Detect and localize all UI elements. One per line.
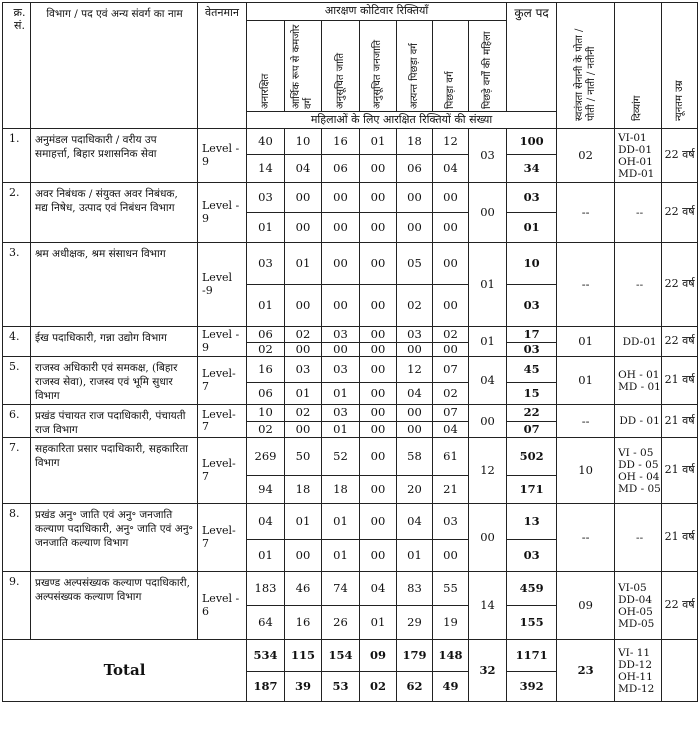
header-sn: क्र. सं. xyxy=(3,3,31,129)
row-women-value: 00 xyxy=(360,540,397,572)
row-value: 07 xyxy=(433,357,469,383)
row-value: 03 xyxy=(322,327,360,343)
disability-item: VI-01 xyxy=(618,131,647,144)
row-bcw: 00 xyxy=(469,183,507,243)
row-post: प्रखण्ड अल्पसंख्यक कल्याण पदाधिकारी, अल्पसंख्यक कल्याण विभाग xyxy=(31,572,198,640)
row-women-value: 00 xyxy=(360,476,397,504)
total-women-value: 49 xyxy=(433,672,469,702)
row-value: 12 xyxy=(433,129,469,155)
row-women-value: 04 xyxy=(397,383,433,405)
row-bcw: 14 xyxy=(469,572,507,640)
row-value: 10 xyxy=(285,129,322,155)
row-women-value: 00 xyxy=(433,213,469,243)
row-value: 55 xyxy=(433,572,469,606)
row-value: 00 xyxy=(322,183,360,213)
row-disability xyxy=(615,183,662,243)
row-total: 17 xyxy=(507,327,557,343)
row-women-value: 00 xyxy=(285,421,322,438)
row-women-value: 04 xyxy=(433,155,469,183)
row-value: 10 xyxy=(247,405,285,422)
row-value: 183 xyxy=(247,572,285,606)
row-value: 00 xyxy=(360,405,397,422)
row-women-value: 18 xyxy=(322,476,360,504)
disability-item: DD-12 xyxy=(618,658,653,671)
total-women-total: 392 xyxy=(507,672,557,702)
row-value: 00 xyxy=(397,405,433,422)
table-row xyxy=(3,357,698,383)
disability-item: MD-01 xyxy=(618,167,655,180)
row-value: 03 xyxy=(322,357,360,383)
disability-item: MD-12 xyxy=(618,682,655,695)
row-disability xyxy=(615,438,662,504)
row-min-age: 22 वर्ष xyxy=(662,572,698,640)
row-sn: 7. xyxy=(3,438,31,504)
row-women-value: 00 xyxy=(433,285,469,327)
row-value: 00 xyxy=(433,183,469,213)
row-women-value: 00 xyxy=(360,285,397,327)
row-pay: Level - 6 xyxy=(198,572,247,640)
row-total: 22 xyxy=(507,405,557,422)
row-total: 13 xyxy=(507,504,557,540)
row-value: 00 xyxy=(360,243,397,285)
row-min-age: 22 वर्ष xyxy=(662,183,698,243)
row-min-age: 22 वर्ष xyxy=(662,129,698,183)
row-sn: 2. xyxy=(3,183,31,243)
row-value: 07 xyxy=(433,405,469,422)
row-value: 02 xyxy=(285,327,322,343)
total-total: 1171 xyxy=(507,640,557,672)
row-women-value: 00 xyxy=(285,343,322,357)
row-value: 00 xyxy=(285,183,322,213)
row-women-total: 03 xyxy=(507,540,557,572)
row-value: 74 xyxy=(322,572,360,606)
row-women-value: 94 xyxy=(247,476,285,504)
row-women-value: 64 xyxy=(247,606,285,640)
row-value: 40 xyxy=(247,129,285,155)
row-total: 100 xyxy=(507,129,557,155)
row-value: 01 xyxy=(360,129,397,155)
row-women-value: 20 xyxy=(397,476,433,504)
row-min-age: 22 वर्ष xyxy=(662,327,698,357)
row-value: 00 xyxy=(360,327,397,343)
row-freedom: -- xyxy=(557,405,615,438)
row-value: 16 xyxy=(247,357,285,383)
row-value: 16 xyxy=(322,129,360,155)
row-women-value: 18 xyxy=(285,476,322,504)
row-women-value: 02 xyxy=(247,421,285,438)
header-cat-ebc: अत्यन्त पिछड़ा वर्ग xyxy=(397,21,433,112)
row-value: 03 xyxy=(397,327,433,343)
table-row xyxy=(3,183,698,213)
row-women-value: 01 xyxy=(247,285,285,327)
total-disability xyxy=(615,640,662,702)
row-freedom: 09 xyxy=(557,572,615,640)
row-value: 03 xyxy=(433,504,469,540)
row-value: 01 xyxy=(285,243,322,285)
header-cat-st: अनुसूचित जनजाति xyxy=(360,21,397,112)
row-min-age: 21 वर्ष xyxy=(662,405,698,438)
row-value: 83 xyxy=(397,572,433,606)
row-women-value: 21 xyxy=(433,476,469,504)
row-value: 18 xyxy=(397,129,433,155)
header-pay: वेतनमान xyxy=(198,3,247,129)
total-freedom: 23 xyxy=(557,640,615,702)
header-women-note: महिलाओं के लिए आरक्षित रिक्तियों की संख्या xyxy=(247,112,557,129)
row-sn: 8. xyxy=(3,504,31,572)
row-disability xyxy=(615,243,662,327)
row-disability xyxy=(615,327,662,357)
header-reservation: आरक्षण कोटिवार रिक्तियाँ xyxy=(247,3,507,21)
disability-item: DD - 05 xyxy=(618,458,659,471)
row-freedom: 02 xyxy=(557,129,615,183)
row-value: 03 xyxy=(247,183,285,213)
header-cat-bcw: पिछड़े वर्गों की महिला xyxy=(469,21,507,112)
row-post: श्रम अधीक्षक, श्रम संसाधन विभाग xyxy=(31,243,198,327)
row-sn: 9. xyxy=(3,572,31,640)
row-women-total: 171 xyxy=(507,476,557,504)
row-women-value: 00 xyxy=(397,343,433,357)
row-value: 04 xyxy=(360,572,397,606)
row-min-age: 22 वर्ष xyxy=(662,243,698,327)
row-value: 00 xyxy=(360,438,397,476)
row-women-value: 00 xyxy=(360,213,397,243)
row-value: 00 xyxy=(322,243,360,285)
disability-item: DD-04 xyxy=(618,593,653,606)
row-women-value: 00 xyxy=(360,383,397,405)
table-row xyxy=(3,438,698,476)
total-row xyxy=(3,640,698,672)
row-women-value: 01 xyxy=(285,383,322,405)
header-freedom: स्वतंत्रता सेनानी के पोता / पोती / नाती / नतीनी xyxy=(557,3,615,129)
total-value: 115 xyxy=(285,640,322,672)
row-women-value: 00 xyxy=(360,343,397,357)
row-women-total: 15 xyxy=(507,383,557,405)
row-women-value: 01 xyxy=(360,606,397,640)
disability-item: DD - 01 xyxy=(619,415,660,428)
row-disability xyxy=(615,357,662,405)
total-value: 154 xyxy=(322,640,360,672)
disability-item: OH - 04 xyxy=(618,470,660,483)
disability-item: OH - 01 xyxy=(618,368,660,381)
row-women-total: 34 xyxy=(507,155,557,183)
table-row xyxy=(3,243,698,285)
total-value: 09 xyxy=(360,640,397,672)
row-women-value: 00 xyxy=(322,213,360,243)
row-value: 58 xyxy=(397,438,433,476)
row-women-value: 01 xyxy=(322,421,360,438)
row-women-value: 00 xyxy=(360,155,397,183)
row-pay: Level- 7 xyxy=(198,504,247,572)
row-women-value: 02 xyxy=(433,383,469,405)
row-women-total: 155 xyxy=(507,606,557,640)
row-pay: Level - 9 xyxy=(198,129,247,183)
total-women-value: 39 xyxy=(285,672,322,702)
row-pay: Level- 7 xyxy=(198,405,247,438)
disability-item: DD-01 xyxy=(618,143,653,156)
disability-item: -- xyxy=(636,531,644,544)
table-row xyxy=(3,129,698,155)
row-women-value: 01 xyxy=(247,213,285,243)
row-women-value: 00 xyxy=(285,540,322,572)
total-label: Total xyxy=(3,640,247,702)
row-women-value: 00 xyxy=(397,421,433,438)
row-freedom: 01 xyxy=(557,357,615,405)
row-bcw: 01 xyxy=(469,327,507,357)
row-disability xyxy=(615,504,662,572)
row-value: 50 xyxy=(285,438,322,476)
row-sn: 3. xyxy=(3,243,31,327)
row-sn: 1. xyxy=(3,129,31,183)
row-total: 03 xyxy=(507,183,557,213)
row-post: सहकारिता प्रसार पदाधिकारी, सहकारिता विभाग xyxy=(31,438,198,504)
row-value: 269 xyxy=(247,438,285,476)
row-women-value: 00 xyxy=(433,343,469,357)
disability-item: OH-01 xyxy=(618,155,653,168)
row-value: 00 xyxy=(397,183,433,213)
row-total: 10 xyxy=(507,243,557,285)
row-bcw: 03 xyxy=(469,129,507,183)
disability-item: MD - 05 xyxy=(618,482,661,495)
row-women-value: 26 xyxy=(322,606,360,640)
row-women-value: 16 xyxy=(285,606,322,640)
row-bcw: 00 xyxy=(469,405,507,438)
row-bcw: 01 xyxy=(469,243,507,327)
table-row xyxy=(3,504,698,540)
total-value: 534 xyxy=(247,640,285,672)
row-value: 06 xyxy=(247,327,285,343)
total-min-age xyxy=(662,640,698,702)
table-row xyxy=(3,327,698,343)
row-women-value: 29 xyxy=(397,606,433,640)
row-sn: 6. xyxy=(3,405,31,438)
header-disability: दिव्यांग xyxy=(615,3,662,129)
row-pay: Level- 7 xyxy=(198,357,247,405)
row-value: 02 xyxy=(433,327,469,343)
row-pay: Level - 9 xyxy=(198,327,247,357)
row-sn: 4. xyxy=(3,327,31,357)
row-value: 03 xyxy=(322,405,360,422)
row-women-value: 14 xyxy=(247,155,285,183)
row-disability xyxy=(615,129,662,183)
row-value: 05 xyxy=(397,243,433,285)
total-value: 148 xyxy=(433,640,469,672)
row-freedom: -- xyxy=(557,243,615,327)
row-disability xyxy=(615,405,662,438)
row-women-value: 04 xyxy=(433,421,469,438)
row-value: 52 xyxy=(322,438,360,476)
header-cat-unreserved: अनारक्षित xyxy=(247,21,285,112)
row-women-value: 00 xyxy=(285,213,322,243)
row-disability xyxy=(615,572,662,640)
row-value: 00 xyxy=(433,243,469,285)
row-women-value: 01 xyxy=(397,540,433,572)
disability-item: MD - 01 xyxy=(618,380,661,393)
header-cat-ews: आर्थिक रूप से कमजोर वर्ग xyxy=(285,21,322,112)
row-value: 04 xyxy=(247,504,285,540)
row-total: 502 xyxy=(507,438,557,476)
vacancy-table xyxy=(2,2,698,702)
disability-item: VI- 11 xyxy=(618,646,651,659)
row-sn: 5. xyxy=(3,357,31,405)
total-women-value: 187 xyxy=(247,672,285,702)
row-post: अनुमंडल पदाधिकारी / वरीय उप समाहर्त्ता, बिहार प्रशासनिक सेवा xyxy=(31,129,198,183)
row-value: 00 xyxy=(360,357,397,383)
table-row xyxy=(3,405,698,422)
disability-item: OH-05 xyxy=(618,605,653,618)
row-women-total: 03 xyxy=(507,343,557,357)
table-row xyxy=(3,572,698,606)
row-post: अवर निबंधक / संयुक्त अवर निबंधक, मद्य निषेध, उत्पाद एवं निबंधन विभाग xyxy=(31,183,198,243)
row-women-value: 00 xyxy=(322,343,360,357)
total-women-value: 53 xyxy=(322,672,360,702)
row-value: 00 xyxy=(360,504,397,540)
row-pay: Level - 9 xyxy=(198,183,247,243)
row-value: 03 xyxy=(247,243,285,285)
row-women-total: 07 xyxy=(507,421,557,438)
row-post: राजस्व अधिकारी एवं समकक्ष, (बिहार राजस्व सेवा), राजस्व एवं भूमि सुधार विभाग xyxy=(31,357,198,405)
row-value: 61 xyxy=(433,438,469,476)
disability-item: DD-01 xyxy=(622,335,657,348)
row-women-value: 00 xyxy=(322,285,360,327)
row-freedom: -- xyxy=(557,183,615,243)
row-women-value: 02 xyxy=(397,285,433,327)
row-value: 46 xyxy=(285,572,322,606)
row-women-total: 03 xyxy=(507,285,557,327)
total-bcw: 32 xyxy=(469,640,507,702)
disability-item: -- xyxy=(636,206,644,219)
disability-item: -- xyxy=(636,278,644,291)
row-women-total: 01 xyxy=(507,213,557,243)
row-women-value: 06 xyxy=(397,155,433,183)
row-women-value: 06 xyxy=(322,155,360,183)
total-value: 179 xyxy=(397,640,433,672)
row-women-value: 00 xyxy=(433,540,469,572)
row-value: 01 xyxy=(322,504,360,540)
header-min-age: न्यूनतम उम्र xyxy=(662,3,698,129)
disability-item: OH-11 xyxy=(618,670,653,683)
header-total-posts: कुल पद xyxy=(507,3,557,112)
row-women-value: 00 xyxy=(360,421,397,438)
row-value: 12 xyxy=(397,357,433,383)
row-freedom: 10 xyxy=(557,438,615,504)
row-bcw: 12 xyxy=(469,438,507,504)
row-bcw: 04 xyxy=(469,357,507,405)
row-women-value: 04 xyxy=(285,155,322,183)
row-post: प्रखंड पंचायत राज पदाधिकारी, पंचायती राज विभाग xyxy=(31,405,198,438)
row-value: 04 xyxy=(397,504,433,540)
row-women-value: 01 xyxy=(322,383,360,405)
row-women-value: 02 xyxy=(247,343,285,357)
total-women-value: 62 xyxy=(397,672,433,702)
row-value: 02 xyxy=(285,405,322,422)
header-cat-bc: पिछड़ा वर्ग xyxy=(433,21,469,112)
disability-item: VI-05 xyxy=(618,581,647,594)
row-pay: Level- 7 xyxy=(198,438,247,504)
row-women-value: 00 xyxy=(397,213,433,243)
row-min-age: 21 वर्ष xyxy=(662,357,698,405)
disability-item: VI - 05 xyxy=(618,446,654,459)
row-freedom: 01 xyxy=(557,327,615,357)
row-min-age: 21 वर्ष xyxy=(662,438,698,504)
row-total: 45 xyxy=(507,357,557,383)
row-women-value: 19 xyxy=(433,606,469,640)
row-women-value: 01 xyxy=(247,540,285,572)
header-cat-sc: अनुसूचित जाति xyxy=(322,21,360,112)
row-value: 01 xyxy=(285,504,322,540)
row-total: 459 xyxy=(507,572,557,606)
disability-item: MD-05 xyxy=(618,617,655,630)
row-women-value: 01 xyxy=(322,540,360,572)
row-bcw: 00 xyxy=(469,504,507,572)
row-post: ईख पदाधिकारी, गन्ना उद्योग विभाग xyxy=(31,327,198,357)
header-post: विभाग / पद एवं अन्य संवर्ग का नाम xyxy=(31,3,198,129)
row-freedom: -- xyxy=(557,504,615,572)
row-pay: Level -9 xyxy=(198,243,247,327)
row-women-value: 06 xyxy=(247,383,285,405)
row-women-value: 00 xyxy=(285,285,322,327)
row-min-age: 21 वर्ष xyxy=(662,504,698,572)
row-value: 03 xyxy=(285,357,322,383)
total-women-value: 02 xyxy=(360,672,397,702)
row-post: प्रखंड अनु॰ जाति एवं अनु॰ जनजाति कल्याण पदाधिकारी, अनु॰ जाति एवं अनु॰ जनजाति कल्याण विभाग xyxy=(31,504,198,572)
row-value: 00 xyxy=(360,183,397,213)
